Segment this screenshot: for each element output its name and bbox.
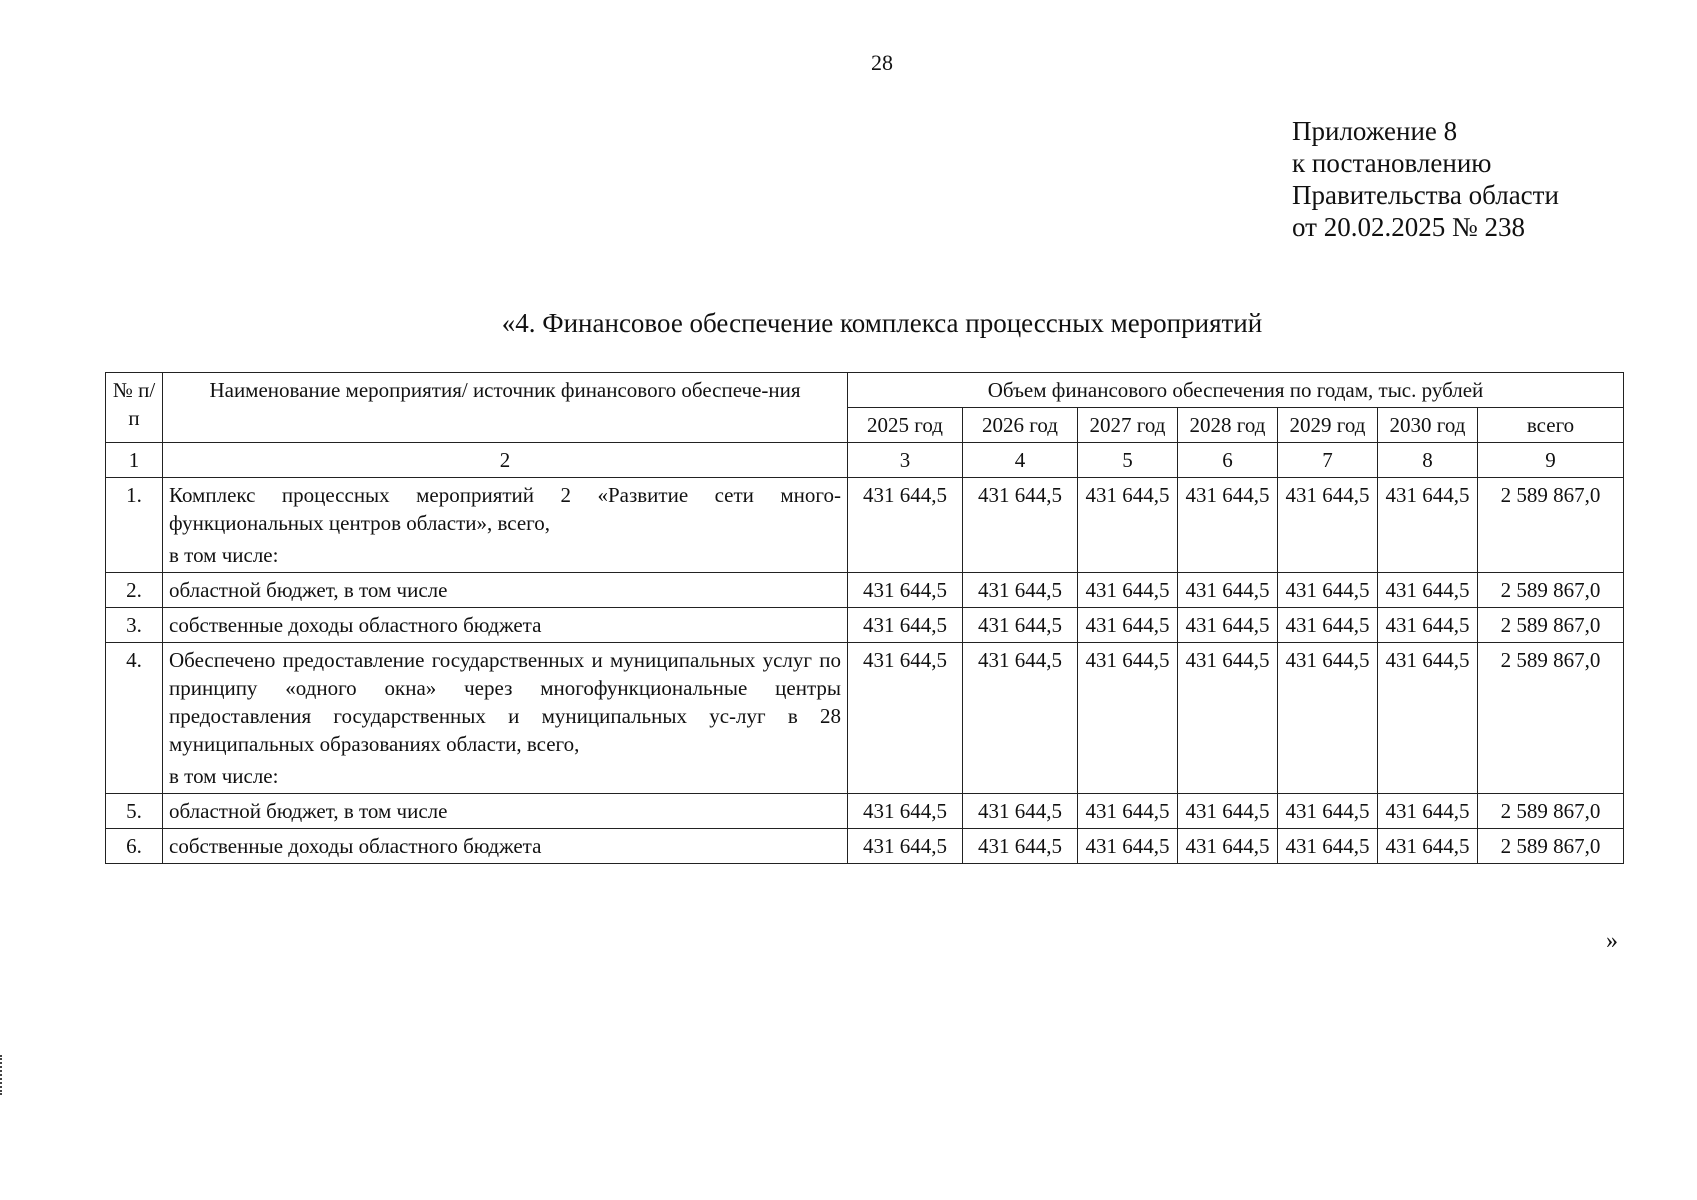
row-year-value: 431 644,5 xyxy=(1078,478,1178,573)
table-row xyxy=(106,829,1624,864)
row-number: 2. xyxy=(106,573,163,608)
row-name: Комплекс процессных мероприятий 2 «Развитие сети много-функциональных центров области», всего, xyxy=(169,483,841,535)
header-year-cell: 2026 год xyxy=(963,408,1078,443)
row-year-value: 431 644,5 xyxy=(1378,478,1478,573)
row-year-value: 431 644,5 xyxy=(963,794,1078,829)
row-year-value: 431 644,5 xyxy=(1178,643,1278,794)
table-row xyxy=(106,794,1624,829)
row-name: областной бюджет, в том числе xyxy=(169,799,448,823)
appendix-block xyxy=(1292,115,1559,243)
row-year-value: 431 644,5 xyxy=(1378,643,1478,794)
row-name-cell xyxy=(163,643,848,794)
appendix-line: Правительства области xyxy=(1292,180,1559,210)
row-name-cell xyxy=(163,573,848,608)
row-year-value: 431 644,5 xyxy=(1378,794,1478,829)
row-name: собственные доходы областного бюджета xyxy=(169,613,542,637)
column-number-cell: 3 xyxy=(848,443,963,478)
row-number: 5. xyxy=(106,794,163,829)
row-total-value: 2 589 867,0 xyxy=(1478,478,1624,573)
row-year-value: 431 644,5 xyxy=(1278,608,1378,643)
row-year-value: 431 644,5 xyxy=(1378,608,1478,643)
appendix-line: Приложение 8 xyxy=(1292,116,1458,146)
row-name: Обеспечено предоставление государственных и муниципальных услуг по принципу «одного окна» через многофункциональные центры предоставления государственных и муниципальных ус-луг в 28 муниципальных образованиях области, всего, xyxy=(169,648,841,756)
row-year-value: 431 644,5 xyxy=(1378,829,1478,864)
row-year-value: 431 644,5 xyxy=(1278,829,1378,864)
column-number-cell: 8 xyxy=(1378,443,1478,478)
row-year-value: 431 644,5 xyxy=(1178,608,1278,643)
column-number-cell: 1 xyxy=(106,443,163,478)
row-total-value: 2 589 867,0 xyxy=(1478,608,1624,643)
row-number: 1. xyxy=(106,478,163,573)
row-name: областной бюджет, в том числе xyxy=(169,578,448,602)
row-year-value: 431 644,5 xyxy=(1178,829,1278,864)
row-year-value: 431 644,5 xyxy=(1078,794,1178,829)
header-year-cell: 2029 год xyxy=(1278,408,1378,443)
row-year-value: 431 644,5 xyxy=(1278,794,1378,829)
row-year-value: 431 644,5 xyxy=(1178,794,1278,829)
column-number-cell: 5 xyxy=(1078,443,1178,478)
column-number-cell: 6 xyxy=(1178,443,1278,478)
row-name-cell xyxy=(163,478,848,573)
row-name-cell xyxy=(163,608,848,643)
row-subtext: в том числе: xyxy=(169,543,279,567)
table-row xyxy=(106,478,1624,573)
row-year-value: 431 644,5 xyxy=(1278,573,1378,608)
column-number-cell: 9 xyxy=(1478,443,1624,478)
row-total-value: 2 589 867,0 xyxy=(1478,794,1624,829)
row-subtext: в том числе: xyxy=(169,764,279,788)
row-year-value: 431 644,5 xyxy=(848,643,963,794)
row-year-value: 431 644,5 xyxy=(848,478,963,573)
header-year-cell: 2025 год xyxy=(848,408,963,443)
row-year-value: 431 644,5 xyxy=(963,478,1078,573)
page-number: 28 xyxy=(871,50,893,75)
table-row xyxy=(106,643,1624,794)
row-year-value: 431 644,5 xyxy=(1278,478,1378,573)
margin-marks xyxy=(0,1055,6,1095)
row-total-value: 2 589 867,0 xyxy=(1478,573,1624,608)
table-row xyxy=(106,608,1624,643)
closing-quote: » xyxy=(1606,928,1618,954)
row-total-value: 2 589 867,0 xyxy=(1478,829,1624,864)
row-year-value: 431 644,5 xyxy=(963,573,1078,608)
row-year-value: 431 644,5 xyxy=(963,643,1078,794)
row-number: 4. xyxy=(106,643,163,794)
header-year-cell: всего xyxy=(1478,408,1624,443)
column-number-cell: 2 xyxy=(163,443,848,478)
appendix-line: от 20.02.2025 № 238 xyxy=(1292,212,1525,242)
row-year-value: 431 644,5 xyxy=(1278,643,1378,794)
row-year-value: 431 644,5 xyxy=(848,608,963,643)
column-number-cell: 7 xyxy=(1278,443,1378,478)
row-year-value: 431 644,5 xyxy=(848,829,963,864)
row-year-value: 431 644,5 xyxy=(963,829,1078,864)
row-name: собственные доходы областного бюджета xyxy=(169,834,542,858)
header-row xyxy=(106,373,1624,408)
header-year-cell: 2030 год xyxy=(1378,408,1478,443)
row-year-value: 431 644,5 xyxy=(1078,643,1178,794)
column-number-cell: 4 xyxy=(963,443,1078,478)
row-name-cell xyxy=(163,794,848,829)
row-number: 6. xyxy=(106,829,163,864)
row-name-cell xyxy=(163,829,848,864)
row-year-value: 431 644,5 xyxy=(1178,573,1278,608)
row-year-value: 431 644,5 xyxy=(848,794,963,829)
header-volume: Объем финансового обеспечения по годам, тыс. рублей xyxy=(848,373,1624,408)
row-year-value: 431 644,5 xyxy=(848,573,963,608)
row-year-value: 431 644,5 xyxy=(1078,608,1178,643)
row-number: 3. xyxy=(106,608,163,643)
header-num: № п/п xyxy=(106,373,163,443)
row-year-value: 431 644,5 xyxy=(1378,573,1478,608)
header-year-cell: 2028 год xyxy=(1178,408,1278,443)
header-name: Наименование мероприятия/ источник финансового обеспече-ния xyxy=(163,373,848,443)
row-year-value: 431 644,5 xyxy=(963,608,1078,643)
row-year-value: 431 644,5 xyxy=(1178,478,1278,573)
row-year-value: 431 644,5 xyxy=(1078,829,1178,864)
header-year-cell: 2027 год xyxy=(1078,408,1178,443)
document-title: «4. Финансовое обеспечение комплекса процессных мероприятий xyxy=(501,308,1263,338)
appendix-line: к постановлению xyxy=(1292,148,1492,178)
row-year-value: 431 644,5 xyxy=(1078,573,1178,608)
row-total-value: 2 589 867,0 xyxy=(1478,643,1624,794)
table-row xyxy=(106,573,1624,608)
column-numbers-row xyxy=(106,443,1624,478)
financing-table xyxy=(105,372,1624,864)
